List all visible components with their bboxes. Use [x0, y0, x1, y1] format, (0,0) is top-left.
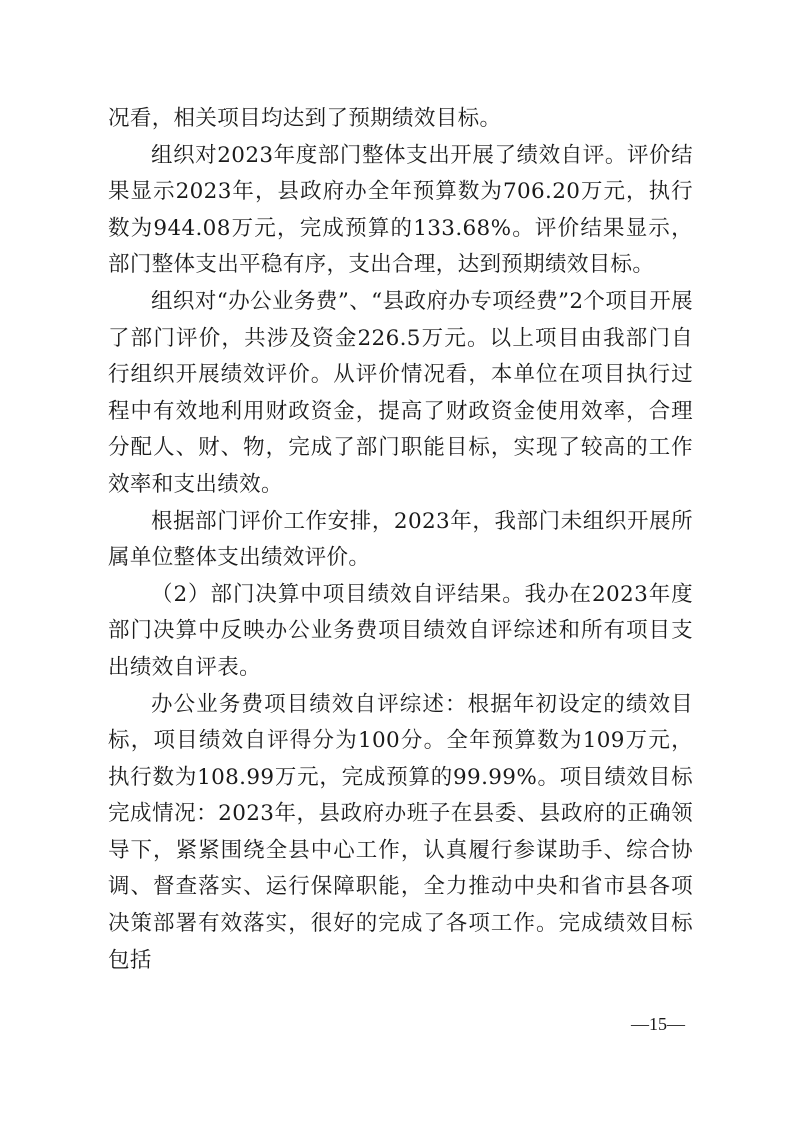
document-body [108, 101, 693, 979]
paragraph-continuation: 况看，相关项目均达到了预期绩效目标。 [108, 106, 502, 131]
paragraph-department-overall-evaluation: 组织对2023年度部门整体支出开展了绩效自评。评价结果显示2023年，县政府办全年预算数为706.20万元，执行数为944.08万元，完成预算的133.68%。评价结果显示，部门整体支出平稳有序，支出合理，达到预期绩效目标。 [108, 142, 693, 278]
paragraph-project-evaluation: 组织对“办公业务费”、“县政府办专项经费”2个项目开展了部门评价，共涉及资金226.5万元。以上项目由我部门自行组织开展绩效评价。从评价情况看，本单位在项目执行过程中有效地利用财政资金，提高了财政资金使用效率，合理分配人、财、物，完成了部门职能目标，实现了较高的工作效率和支出绩效。 [108, 288, 693, 497]
page-number: —15— [631, 1014, 685, 1034]
paragraph-project-self-evaluation-results: （2）部门决算中项目绩效自评结果。我办在2023年度部门决算中反映办公业务费项目绩效自评综述和所有项目支出绩效自评表。 [108, 581, 693, 680]
paragraph-subordinate-units: 根据部门评价工作安排，2023年，我部门未组织开展所属单位整体支出绩效评价。 [108, 508, 693, 571]
paragraph-office-business-fee-summary: 办公业务费项目绩效自评综述：根据年初设定的绩效目标，项目绩效自评得分为100分。全年预算数为109万元，执行数为108.99万元，完成预算的99.99%。项目绩效目标完成情况：2023年，县政府办班子在县委、县政府的正确领导下，紧紧围绕全县中心工作，认真履行参谋助手、综合协调、督查落实、运行保障职能，全力推动中央和省市县各项决策部署有效落实，很好的完成了各项工作。完成绩效目标包括 [108, 691, 693, 973]
